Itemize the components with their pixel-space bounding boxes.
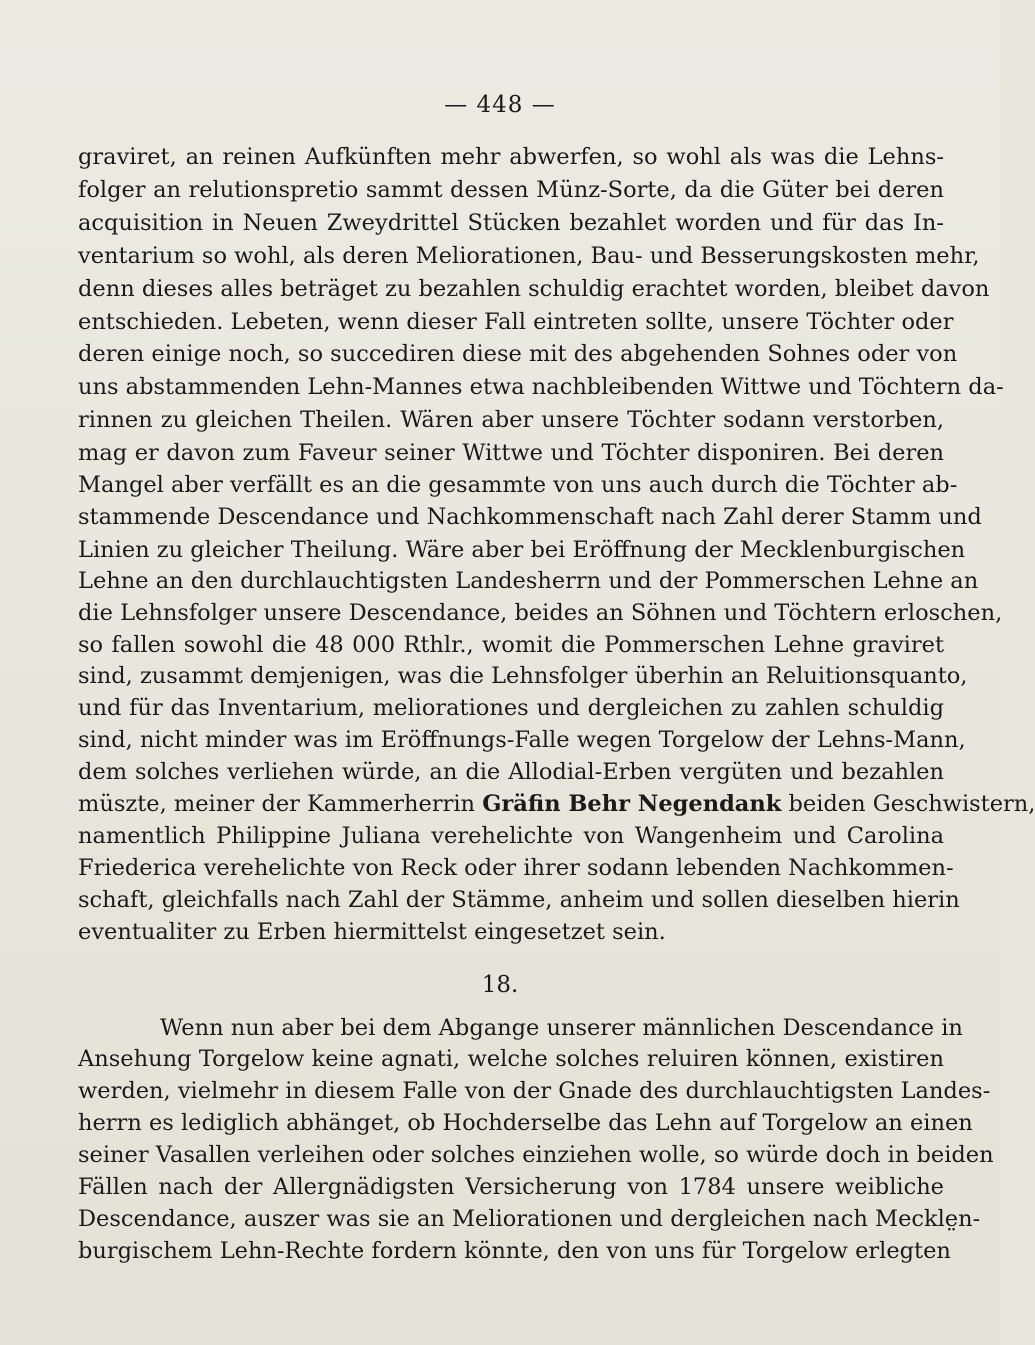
text-segment: müszte, meiner der Kammerherrin <box>78 791 483 817</box>
text-line: Lehne an den durchlauchtigsten Landesherrn und der Pommerschen Lehne an <box>78 568 979 594</box>
text-line: deren einige noch, so succediren diese mit des abgehenden Sohnes oder von <box>78 341 958 367</box>
text-line: werden, vielmehr in diesem Falle von der Gnade des durchlauchtigsten Landes- <box>78 1078 991 1104</box>
text-line: sind, zusammt demjenigen, was die Lehnsfolger überhin an Reluitionsquanto, <box>78 663 968 689</box>
text-line: graviret, an reinen Aufkünften mehr abwerfen, so wohl als was die Lehns- <box>78 144 944 170</box>
text-line: die Lehnsfolger unsere Descendance, beides an Söhnen und Töchtern erloschen, <box>78 600 1003 626</box>
text-line: dem solches verliehen würde, an die Allodial-Erben vergüten und bezahlen <box>78 759 944 785</box>
text-line: Fällen nach der Allergnädigsten Versicherung von 1784 unsere weibliche <box>78 1174 944 1200</box>
text-line: eventualiter zu Erben hiermittelst eingesetzet sein. <box>78 919 666 945</box>
text-line: Mangel aber verfällt es an die gesammte von uns auch durch die Töchter ab- <box>78 472 958 498</box>
text-segment: beiden Geschwistern, <box>781 791 1035 817</box>
text-line: seiner Vasallen verleihen oder solches einziehen wolle, so würde doch in beiden <box>78 1142 994 1168</box>
section-number: 18. <box>481 972 519 998</box>
text-line: und für das Inventarium, meliorationes und dergleichen zu zahlen schuldig <box>78 695 944 721</box>
text-line: schaft, gleichfalls nach Zahl der Stämme, anheim und sollen dieselben hierin <box>78 887 960 913</box>
text-line: sind, nicht minder was im Eröffnungs-Falle wegen Torgelow der Lehns-Mann, <box>78 727 966 753</box>
page-number: — 448 — <box>444 92 556 118</box>
text-line: namentlich Philippine Juliana verehelichte von Wangenheim und Carolina <box>78 823 944 849</box>
text-line: uns abstammenden Lehn-Mannes etwa nachbleibenden Wittwe und Töchtern da- <box>78 374 1004 400</box>
text-line: entschieden. Lebeten, wenn dieser Fall eintreten sollte, unsere Töchter oder <box>78 309 954 335</box>
text-line: Descendance, auszer was sie an Meliorationen und dergleichen nach Meckle̤n- <box>78 1206 981 1232</box>
text-line: so fallen sowohl die 48 000 Rthlr., womit die Pommerschen Lehne graviret <box>78 632 944 658</box>
text-line: Wenn nun aber bei dem Abgange unserer männlichen Descendance in <box>160 1015 963 1041</box>
text-line: mag er davon zum Faveur seiner Wittwe und Töchter disponiren. Bei deren <box>78 440 944 466</box>
text-line: herrn es lediglich abhänget, ob Hochderselbe das Lehn auf Torgelow an einen <box>78 1110 973 1136</box>
text-line: acquisition in Neuen Zweydrittel Stücken bezahlet worden und für das In- <box>78 210 944 236</box>
text-line: denn dieses alles beträget zu bezahlen schuldig erachtet worden, bleibet davon <box>78 276 990 302</box>
text-line: Friederica verehelichte von Reck oder ihrer sodann lebenden Nachkommen- <box>78 855 954 881</box>
text-line: stammende Descendance und Nachkommenschaft nach Zahl derer Stamm und <box>78 504 982 530</box>
text-line: rinnen zu gleichen Theilen. Wären aber unsere Töchter sodann verstorben, <box>78 407 944 433</box>
text-line: burgischem Lehn-Rechte fordern könnte, den von uns für Torgelow erlegten <box>78 1238 951 1264</box>
text-line: ventarium so wohl, als deren Meliorationen, Bau- und Besserungskosten mehr, <box>78 243 980 269</box>
text-line-with-name <box>78 791 1035 817</box>
text-line: Linien zu gleicher Theilung. Wäre aber bei Eröffnung der Mecklenburgischen <box>78 537 966 563</box>
bold-name: Gräfin Behr Negendank <box>482 791 782 817</box>
text-line: folger an relutionspretio sammt dessen Münz-Sorte, da die Güter bei deren <box>78 177 944 203</box>
text-line: Ansehung Torgelow keine agnati, welche solches reluiren können, existiren <box>78 1046 944 1072</box>
